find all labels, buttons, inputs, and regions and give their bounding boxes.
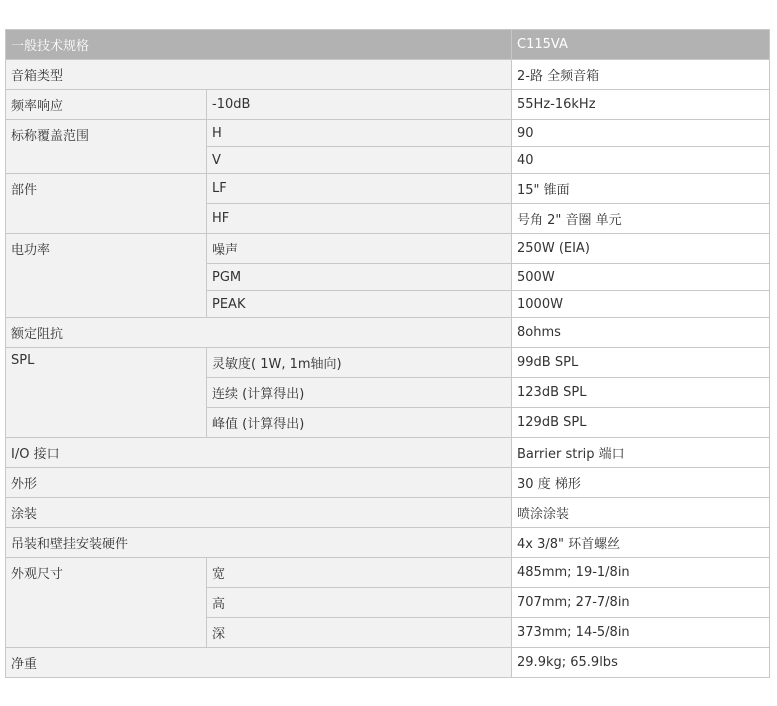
row-sublabel: -10dB [207,90,512,120]
table-row [6,234,770,264]
row-label: 外观尺寸 [6,558,207,648]
table-row [6,348,770,378]
row-value: 15" 锥面 [512,174,770,204]
row-sublabel: V [207,147,512,174]
table-row [6,438,770,468]
row-sublabel: 宽 [207,558,512,588]
table-row [6,174,770,204]
row-label: 吊装和壁挂安装硬件 [6,528,512,558]
row-label: 净重 [6,648,512,678]
row-label: 部件 [6,174,207,234]
table-row [6,648,770,678]
row-value: 1000W [512,291,770,318]
row-label: 外形 [6,468,512,498]
table-row [6,120,770,147]
row-label: 涂装 [6,498,512,528]
row-sublabel: HF [207,204,512,234]
row-sublabel: 连续 (计算得出) [207,378,512,408]
row-label: SPL [6,348,207,438]
row-value: 123dB SPL [512,378,770,408]
row-sublabel: 灵敏度( 1W, 1m轴向) [207,348,512,378]
row-label: 音箱类型 [6,60,512,90]
row-label: 额定阻抗 [6,318,512,348]
row-value: 55Hz-16kHz [512,90,770,120]
row-value: 8ohms [512,318,770,348]
row-label: 频率响应 [6,90,207,120]
table-row [6,318,770,348]
row-value: 129dB SPL [512,408,770,438]
row-sublabel: PEAK [207,291,512,318]
row-sublabel: H [207,120,512,147]
table-row [6,528,770,558]
row-value: 707mm; 27-7/8in [512,588,770,618]
row-label: 标称覆盖范围 [6,120,207,174]
row-value: 30 度 梯形 [512,468,770,498]
table-row [6,90,770,120]
row-sublabel: 高 [207,588,512,618]
row-value: 485mm; 19-1/8in [512,558,770,588]
row-value: 250W (EIA) [512,234,770,264]
row-sublabel: 噪声 [207,234,512,264]
row-value: 373mm; 14-5/8in [512,618,770,648]
row-value: 29.9kg; 65.9lbs [512,648,770,678]
row-value: 4x 3/8" 环首螺丝 [512,528,770,558]
row-label: I/O 接口 [6,438,512,468]
row-value: 90 [512,120,770,147]
row-sublabel: 峰值 (计算得出) [207,408,512,438]
header-model: C115VA [512,30,770,60]
row-value: 2-路 全频音箱 [512,60,770,90]
row-value: 500W [512,264,770,291]
row-value: 喷涂涂装 [512,498,770,528]
table-row [6,558,770,588]
row-sublabel: PGM [207,264,512,291]
row-label: 电功率 [6,234,207,318]
table-header-row [6,30,770,60]
row-value: 号角 2" 音圈 单元 [512,204,770,234]
header-label: 一般技术规格 [6,30,512,60]
table-row [6,498,770,528]
row-value: 99dB SPL [512,348,770,378]
row-value: Barrier strip 端口 [512,438,770,468]
row-sublabel: 深 [207,618,512,648]
row-value: 40 [512,147,770,174]
table-row [6,60,770,90]
spec-table [5,29,770,678]
row-sublabel: LF [207,174,512,204]
table-row [6,468,770,498]
